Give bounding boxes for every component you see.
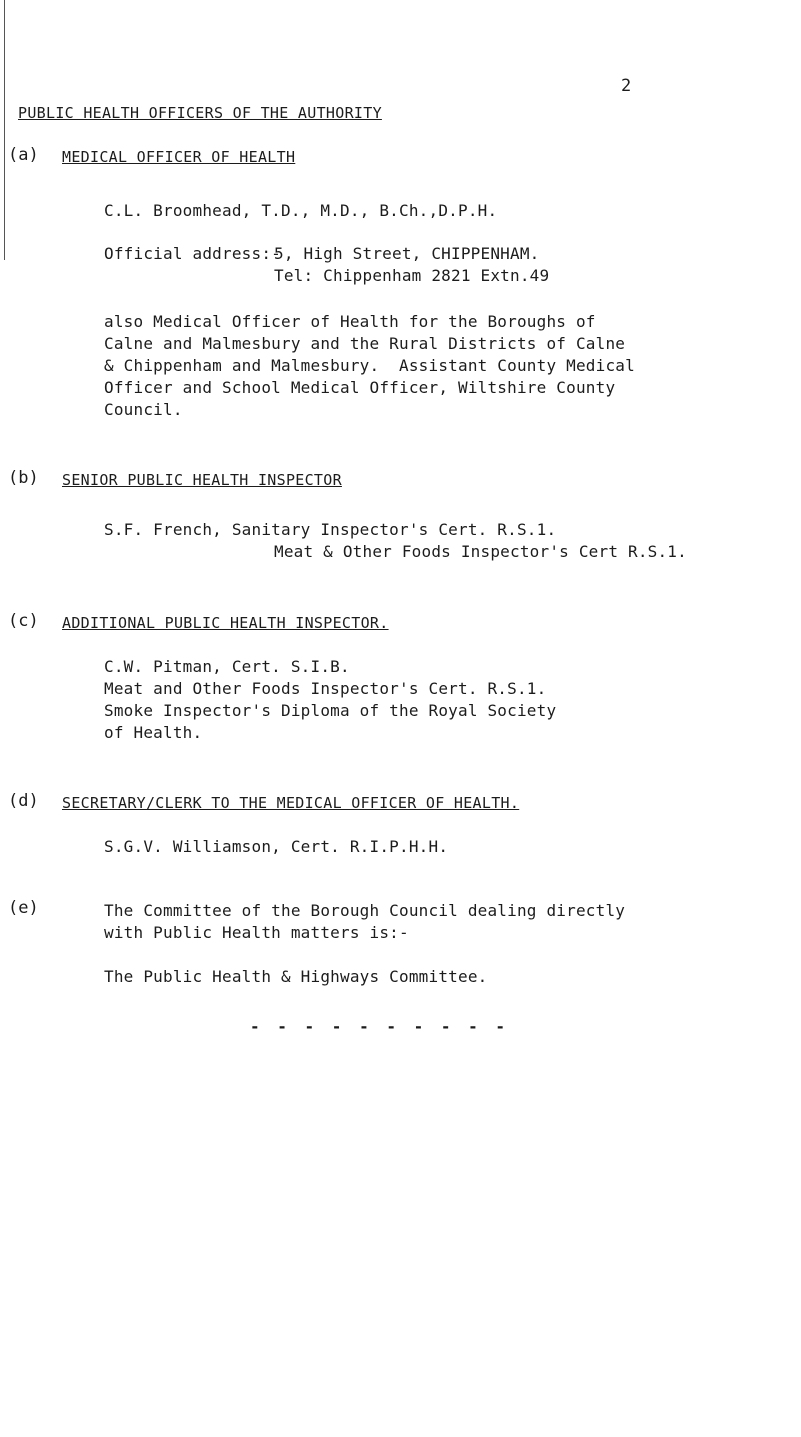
section-a-address-line2: Tel: Chippenham 2821 Extn.49 (274, 266, 550, 285)
section-a-paragraph-line: Calne and Malmesbury and the Rural Districts of Calne (104, 334, 626, 353)
section-e-line: with Public Health matters is:- (104, 923, 409, 942)
section-b-letter: (b) (8, 468, 39, 488)
section-c-heading: ADDITIONAL PUBLIC HEALTH INSPECTOR. (62, 614, 389, 632)
section-e-letter: (e) (8, 898, 39, 918)
section-b-heading: SENIOR PUBLIC HEALTH INSPECTOR (62, 471, 342, 489)
section-a-address-label: Official address:- (104, 244, 281, 263)
page-title: PUBLIC HEALTH OFFICERS OF THE AUTHORITY (18, 104, 382, 122)
section-e-line: The Committee of the Borough Council dealing directly (104, 901, 626, 920)
section-c-line: Smoke Inspector's Diploma of the Royal Society (104, 701, 557, 720)
section-a-name: C.L. Broomhead, T.D., M.D., B.Ch.,D.P.H. (104, 201, 498, 220)
section-c-line: of Health. (104, 723, 203, 742)
section-c-letter: (c) (8, 611, 39, 631)
section-a-paragraph-line: & Chippenham and Malmesbury. Assistant County Medical (104, 356, 635, 375)
section-d-heading: SECRETARY/CLERK TO THE MEDICAL OFFICER OF HEALTH. (62, 794, 520, 812)
section-d-line: S.G.V. Williamson, Cert. R.I.P.H.H. (104, 837, 449, 856)
section-a-paragraph-line: also Medical Officer of Health for the Boroughs of (104, 312, 596, 331)
section-b-line: Meat & Other Foods Inspector's Cert R.S.1. (274, 542, 687, 561)
section-a-address-line1: 5, High Street, CHIPPENHAM. (274, 244, 540, 263)
closing-dashed-rule: - - - - - - - - - - (250, 1017, 510, 1036)
section-a-paragraph-line: Council. (104, 400, 183, 419)
section-c-line: Meat and Other Foods Inspector's Cert. R.S.1. (104, 679, 547, 698)
section-b-line: S.F. French, Sanitary Inspector's Cert. R.S.1. (104, 520, 557, 539)
section-a-paragraph-line: Officer and School Medical Officer, Wiltshire County (104, 378, 616, 397)
page-edge-line (4, 0, 5, 260)
section-a-letter: (a) (8, 145, 39, 165)
section-e-line: The Public Health & Highways Committee. (104, 967, 488, 986)
section-a-heading: MEDICAL OFFICER OF HEALTH (62, 148, 296, 166)
page-number: 2 (621, 76, 632, 96)
section-c-line: C.W. Pitman, Cert. S.I.B. (104, 657, 350, 676)
section-d-letter: (d) (8, 791, 39, 811)
